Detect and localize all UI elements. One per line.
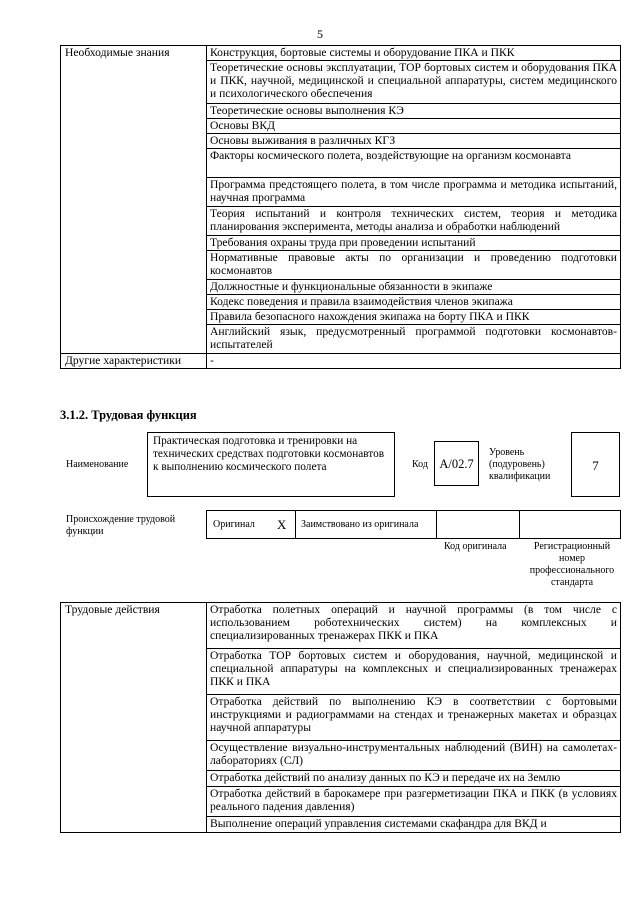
- function-code: А/02.7: [434, 441, 479, 486]
- knowledge-item: Теория испытаний и контроля технических систем, теория и методика планирования эксперимента, методы анализа и обработки наблюдений: [207, 207, 621, 236]
- actions-label: Трудовые действия: [61, 603, 207, 833]
- origin-label: Происхождение трудовой функции: [66, 514, 176, 537]
- section-heading: 3.1.2. Трудовая функция: [60, 408, 197, 422]
- knowledge-item: Должностные и функциональные обязанности в экипаже: [207, 280, 621, 295]
- action-item: Отработка действий в барокамере при разгерметизации ПКА и ПКК (в условиях реального падения давления): [207, 787, 621, 817]
- code-label: Код: [412, 459, 428, 470]
- knowledge-item: Правила безопасного нахождения экипажа на борту ПКА и ПКК: [207, 310, 621, 325]
- knowledge-table: [60, 45, 621, 369]
- action-item: Отработка ТОР бортовых систем и оборудования, научной, медицинской и специальной аппаратуры на комплексных и специализированных тренажерах ПКК и ПКА: [207, 649, 621, 695]
- knowledge-item: Конструкция, бортовые системы и оборудование ПКА и ПКК: [207, 46, 621, 61]
- code-caption: Код оригинала: [444, 541, 507, 552]
- knowledge-item: Теоретические основы выполнения КЭ: [207, 104, 621, 119]
- function-name: Практическая подготовка и тренировки на технических средствах подготовки космонавтов к выполнению космического полета: [147, 432, 395, 497]
- knowledge-item: Требования охраны труда при проведении испытаний: [207, 236, 621, 251]
- level-label: Уровень (подуровень) квалификации: [489, 447, 551, 482]
- divider: [436, 511, 437, 538]
- actions-table: [60, 602, 621, 833]
- knowledge-item: Основы ВКД: [207, 119, 621, 134]
- other-characteristics-label: Другие характеристики: [61, 354, 207, 369]
- knowledge-item: Теоретические основы эксплуатации, ТОР бортовых систем и оборудования ПКА и ПКК, научной, медицинской и специальной аппаратуры, систем медицинского и психологического обеспечения: [207, 61, 621, 104]
- action-item: Осуществление визуально-инструментальных наблюдений (ВИН) на самолетах-лабораториях (СЛ): [207, 741, 621, 771]
- original-mark: X: [277, 517, 287, 532]
- name-label: Наименование: [66, 459, 129, 470]
- page-number: 5: [317, 27, 323, 41]
- knowledge-item: Английский язык, предусмотренный программой подготовки космонавтов-испытателей: [207, 325, 621, 354]
- original-label: Оригинал: [213, 519, 255, 530]
- reg-caption: Регистрационный номер профессионального стандарта: [529, 541, 615, 588]
- qualification-level: 7: [571, 432, 620, 497]
- knowledge-item: Основы выживания в различных КГЗ: [207, 134, 621, 149]
- other-characteristics-value: -: [207, 354, 621, 369]
- knowledge-label: Необходимые знания: [61, 46, 207, 354]
- divider: [295, 511, 296, 538]
- origin-box: [206, 510, 621, 539]
- action-item: Отработка полетных операций и научной программы (в том числе с использованием роботехнических систем) на комплексных и специализированных тренажерах ПКК и ПКА: [207, 603, 621, 649]
- knowledge-item: Нормативные правовые акты по организации и проведению подготовки космонавтов: [207, 251, 621, 280]
- action-item: Выполнение операций управления системами скафандра для ВКД и: [207, 817, 621, 833]
- knowledge-item: Программа предстоящего полета, в том числе программа и методика испытаний, научная программа: [207, 178, 621, 207]
- action-item: Отработка действий по анализу данных по КЭ и передаче их на Землю: [207, 771, 621, 787]
- action-item: Отработка действий по выполнению КЭ в соответствии с бортовыми инструкциями и радиограммами на стендах и тренажерных макетах и образцах научной аппаратуры: [207, 695, 621, 741]
- knowledge-item: Факторы космического полета, воздействующие на организм космонавта: [207, 149, 621, 178]
- knowledge-item: Кодекс поведения и правила взаимодействия членов экипажа: [207, 295, 621, 310]
- divider: [519, 511, 520, 538]
- borrowed-label: Заимствовано из оригинала: [301, 519, 419, 530]
